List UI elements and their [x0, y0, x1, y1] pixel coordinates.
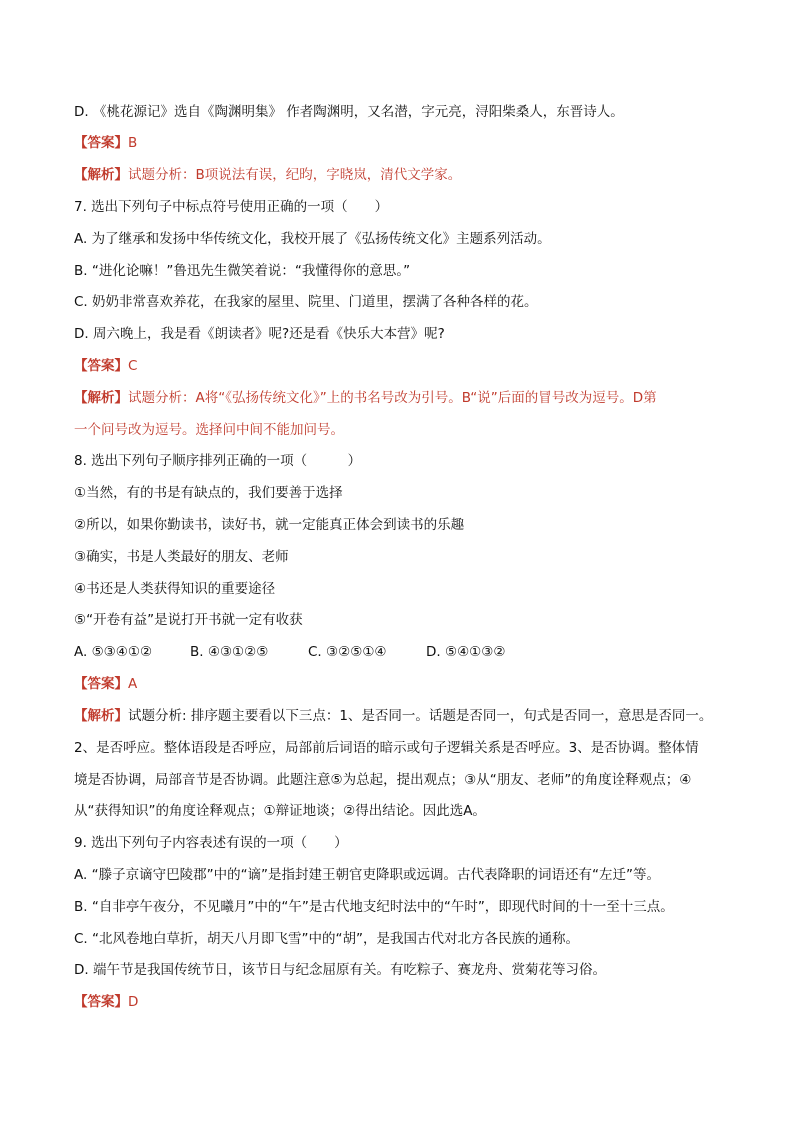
q8-options	[74, 643, 506, 661]
q9-option-b: B. “自非亭午夜分，不见曦月”中的“午”是古代地支纪时法中的“午时”，即现代时间的十一至十三点。	[74, 899, 674, 915]
q7-stem: 7. 选出下列句子中标点符号使用正确的一项（ ）	[74, 199, 389, 215]
q7-answer	[74, 357, 137, 375]
analysis-text: 试题分析：B项说法有误，纪昀，字晓岚，清代文学家。	[128, 167, 462, 183]
q8-option-a: A. ⑤③④①②	[74, 644, 153, 660]
q8-analysis-line-2: 2、是否呼应。整体语段是否呼应，局部前后词语的暗示或句子逻辑关系是否呼应。3、是否协调。整体情	[74, 740, 699, 756]
q9-option-d: D. 端午节是我国传统节日，该节日与纪念屈原有关。有吃粽子、赛龙舟、赏菊花等习俗。	[74, 962, 606, 978]
q9-option-a: A. “滕子京谪守巴陵郡”中的“谪”是指封建王朝官吏降职或远调。古代表降职的词语还有“左迁”等。	[74, 867, 661, 883]
answer-value: B	[128, 135, 138, 151]
answer-tag: 【答案】	[74, 358, 128, 374]
q9-stem: 9. 选出下列句子内容表述有误的一项（ ）	[74, 835, 348, 851]
q8-item-4: ④书还是人类获得知识的重要途径	[74, 581, 276, 597]
q7-option-b: B. “进化论嘛！”鲁迅先生微笑着说：“我懂得你的意思。”	[74, 263, 411, 279]
q8-stem: 8. 选出下列句子顺序排列正确的一项（ ）	[74, 453, 362, 469]
q8-analysis-line-3: 境是否协调，局部音节是否协调。此题注意⑤为总起，提出观点；③从“朋友、老师”的角度诠释观点；④	[74, 772, 692, 788]
q8-option-c: C. ③②⑤①④	[308, 644, 387, 660]
q8-analysis-line-1	[74, 707, 712, 725]
q6-option-d: D. 《桃花源记》选自《陶渊明集》 作者陶渊明，又名潜，字元亮，浔阳柴桑人，东晋诗人。	[74, 104, 624, 120]
analysis-text: 试题分析: 排序题主要看以下三点：1、是否同一。话题是否同一，句式是否同一，意思是否同一。	[128, 708, 713, 724]
answer-value: C	[128, 358, 138, 374]
q7-analysis-line-2: 一个问号改为逗号。选择问中间不能加问号。	[74, 422, 344, 438]
analysis-tag: 【解析】	[74, 708, 128, 724]
answer-tag: 【答案】	[74, 994, 128, 1010]
answer-tag: 【答案】	[74, 676, 128, 692]
analysis-text: 试题分析：A将“《弘扬传统文化》”上的书名号改为引号。B“说”后面的冒号改为逗号。D第	[128, 390, 657, 406]
answer-value: A	[128, 676, 138, 692]
q6-answer	[74, 134, 137, 152]
q8-item-1: ①当然，有的书是有缺点的，我们要善于选择	[74, 485, 343, 501]
q8-analysis-line-4: 从“获得知识”的角度诠释观点；①辩证地谈；②得出结论。因此选A。	[74, 803, 486, 819]
q8-item-2: ②所以，如果你勤读书，读好书，就一定能真正体会到读书的乐趣	[74, 517, 465, 533]
q8-option-d: D. ⑤④①③②	[426, 644, 506, 660]
analysis-tag: 【解析】	[74, 390, 128, 406]
answer-value: D	[128, 994, 139, 1010]
q6-analysis	[74, 166, 461, 184]
q9-option-c: C. “北风卷地白草折，胡天八月即飞雪”中的“胡”，是我国古代对北方各民族的通称。	[74, 931, 579, 947]
q7-option-c: C. 奶奶非常喜欢养花，在我家的屋里、院里、门道里，摆满了各种各样的花。	[74, 294, 538, 310]
q8-item-5: ⑤“开卷有益”是说打开书就一定有收获	[74, 612, 303, 628]
q8-item-3: ③确实，书是人类最好的朋友、老师	[74, 549, 289, 565]
q7-option-a: A. 为了继承和发扬中华传统文化，我校开展了《弘扬传统文化》主题系列活动。	[74, 231, 551, 247]
q8-answer	[74, 675, 137, 693]
q7-option-d: D. 周六晚上，我是看《朗读者》呢?还是看《快乐大本营》呢?	[74, 326, 445, 342]
q8-option-b: B. ④③①②⑤	[190, 644, 269, 660]
q7-analysis-line-1	[74, 389, 657, 407]
analysis-tag: 【解析】	[74, 167, 128, 183]
q9-answer	[74, 993, 138, 1011]
answer-tag: 【答案】	[74, 135, 128, 151]
